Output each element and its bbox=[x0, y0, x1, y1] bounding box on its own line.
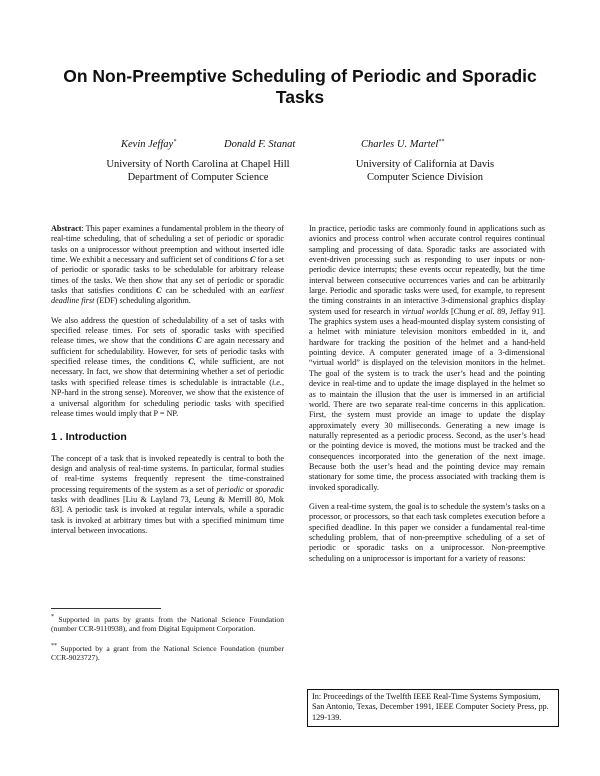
periodic-term: periodic bbox=[216, 484, 244, 494]
footnote-2 bbox=[51, 644, 284, 662]
footnote-1 bbox=[51, 615, 284, 633]
abstract-paragraph-1 bbox=[51, 224, 284, 307]
left-column bbox=[51, 224, 284, 545]
paper-title: On Non-Preemptive Scheduling of Periodic and Sporadic Tasks bbox=[63, 66, 537, 107]
intro-text: The concept of a task that is invoked repeatedly is central to both the design and analysis of real-time systems. In particular, formal studies of real-time systems frequently represent the time-constrained processing requirements of the system as a set of bbox=[51, 453, 284, 494]
abstract-text: , while sufficient, are not necessary. In fact, we show that determining whether a set of periodic tasks with specified release times is schedulable is intractable ( bbox=[51, 357, 284, 387]
affiliation-1-line1: University of North Carolina at Chapel Hill bbox=[106, 159, 290, 170]
affiliation-2-line2: Computer Science Division bbox=[366, 172, 484, 183]
right-paragraph-1 bbox=[309, 224, 545, 493]
abstract-text: : This paper examines a fundamental problem in the theory of real-time scheduling, that of scheduling a set of periodic or sporadic tasks on a uniprocessor without preemption and without inserted idle time. We exhibit a necessary and sufficient set of conditions bbox=[51, 224, 284, 265]
condition-symbol: C bbox=[156, 286, 162, 296]
author-1-name: Kevin Jeffay bbox=[121, 139, 174, 150]
body-text: [Chung bbox=[448, 306, 478, 316]
author-1 bbox=[121, 139, 176, 151]
abstract-text: are again necessary and sufficient for schedulability. However, for sets of periodic tasks with specified release times, the conditions bbox=[51, 336, 284, 367]
author-3-name: Charles U. Martel bbox=[361, 139, 439, 150]
abstract-label: Abstract bbox=[51, 224, 82, 233]
abstract-text: We also address the question of schedulability of a set of tasks with specified release times. For sets of sporadic tasks with specified release times, we show that the conditions bbox=[51, 315, 284, 346]
author-3 bbox=[361, 139, 444, 151]
ie-abbrev: i.e. bbox=[271, 377, 282, 387]
abstract-text: , NP-hard in the strong sense). Moreover, we show that the existence of a universal algorithm for scheduling periodic tasks with specified release times would imply that P = NP. bbox=[51, 377, 284, 418]
right-column bbox=[309, 224, 545, 573]
author-2-name: Donald F. Stanat bbox=[224, 139, 296, 150]
abstract-paragraph-2 bbox=[51, 316, 284, 419]
affiliation-2-line1: University of California at Davis bbox=[355, 159, 495, 170]
footnote-1-mark: * bbox=[51, 614, 54, 620]
affiliation-2 bbox=[325, 158, 525, 184]
author-2 bbox=[224, 139, 295, 151]
affiliation-1-line2: Department of Computer Science bbox=[127, 172, 269, 183]
section-heading-introduction: 1 . Introduction bbox=[51, 431, 127, 444]
intro-text: or bbox=[243, 484, 256, 494]
et-al-abbrev: et al. bbox=[477, 306, 495, 316]
proceedings-box: In: Proceedings of the Twelfth IEEE Real-Time Systems Symposium, San Antonio, Texas, December 1991, IEEE Computer Society Press, pp. 129-139. bbox=[307, 689, 559, 727]
body-text: 89, Jeffay 91]. The graphics system uses a head-mounted display system consisting of a helmet with miniature television monitors embedded in it, and hardware for tracking the position of the helmet and a hand-held pointing device. A computer generated image of a 3-dimensional “virtual world” is displayed on the television monitors in the helmet. The goal of the system is to track the user’s head and the pointing device in real-time and to update the image displayed in the helmet so as to maintain the illusion that the user is immersed in an artificial world. There are two separate real-time concerns in this application. First, the system must provide an image to update the display approximately every 30 milliseconds. Generating a new image is naturally represented as a periodic process. Second, as the user’s head or the pointing device is moved, the motions must be tracked and the consequences incorporated into the generation of the next image. Because both the user’s head and the pointing device may remain stationary for some time, the process associated with tracking them is invoked sporadically. bbox=[309, 306, 545, 492]
intro-paragraph-1 bbox=[51, 454, 284, 537]
affiliation-1 bbox=[98, 158, 298, 184]
footnote-1-text: Supported in parts by grants from the National Science Foundation (number CCR-9110938), and from Digital Equipment Corporation. bbox=[51, 615, 284, 634]
footnote-divider bbox=[51, 608, 161, 609]
condition-symbol: C bbox=[249, 255, 256, 265]
virtual-worlds-term: virtual worlds bbox=[402, 306, 449, 316]
footnote-2-mark: ** bbox=[51, 643, 57, 649]
author-1-mark: * bbox=[173, 139, 177, 145]
right-paragraph-2: Given a real-time system, the goal is to schedule the system’s tasks on a processor, or processors, so that each task completes execution before a specified deadline. In this paper we consider a fundamental real-time scheduling problem, that of non-preemptive scheduling of a set of periodic or sporadic tasks on a uniprocessor. Non-preemptive scheduling on a uniprocessor is important for a variety of reasons: bbox=[309, 501, 545, 563]
condition-symbol: C bbox=[188, 357, 194, 367]
edf-term: earliest deadline first bbox=[51, 286, 284, 306]
abstract-text: (EDF) scheduling algorithm. bbox=[94, 296, 191, 306]
condition-symbol: C bbox=[196, 336, 202, 346]
author-3-mark: ** bbox=[438, 139, 445, 145]
abstract-text: can be scheduled with an bbox=[161, 286, 260, 296]
footnote-2-text: Supported by a grant from the National Science Foundation (number CCR-9023727). bbox=[51, 644, 284, 663]
sporadic-term: sporadic bbox=[255, 484, 284, 494]
intro-text: tasks with deadlines [Liu & Layland 73, Leung & Merrill 80, Mok 83]. A periodic task is invoked at regular intervals, while a sporadic task is invoked at arbitrary times but with a specified minimum time interval between invocations. bbox=[51, 494, 284, 535]
abstract-text: for a set of periodic or sporadic tasks to be schedulable for arbitrary release times of the tasks. We then show that any set of periodic or sporadic tasks that satisfies conditions bbox=[51, 255, 284, 296]
body-text: In practice, periodic tasks are commonly found in applications such as avionics and process control when accurate control requires continual sampling and processing of data. Sporadic tasks are associated with event-driven processing such as responding to user inputs or non-periodic device interrupts; these events occur repeatedly, but the time interval between consecutive occurrences varies and can be arbitrarily large. Periodic and sporadic tasks were used, for example, to represent the timing constraints in an interactive 3-dimensional graphics display system used for research in bbox=[309, 224, 545, 316]
